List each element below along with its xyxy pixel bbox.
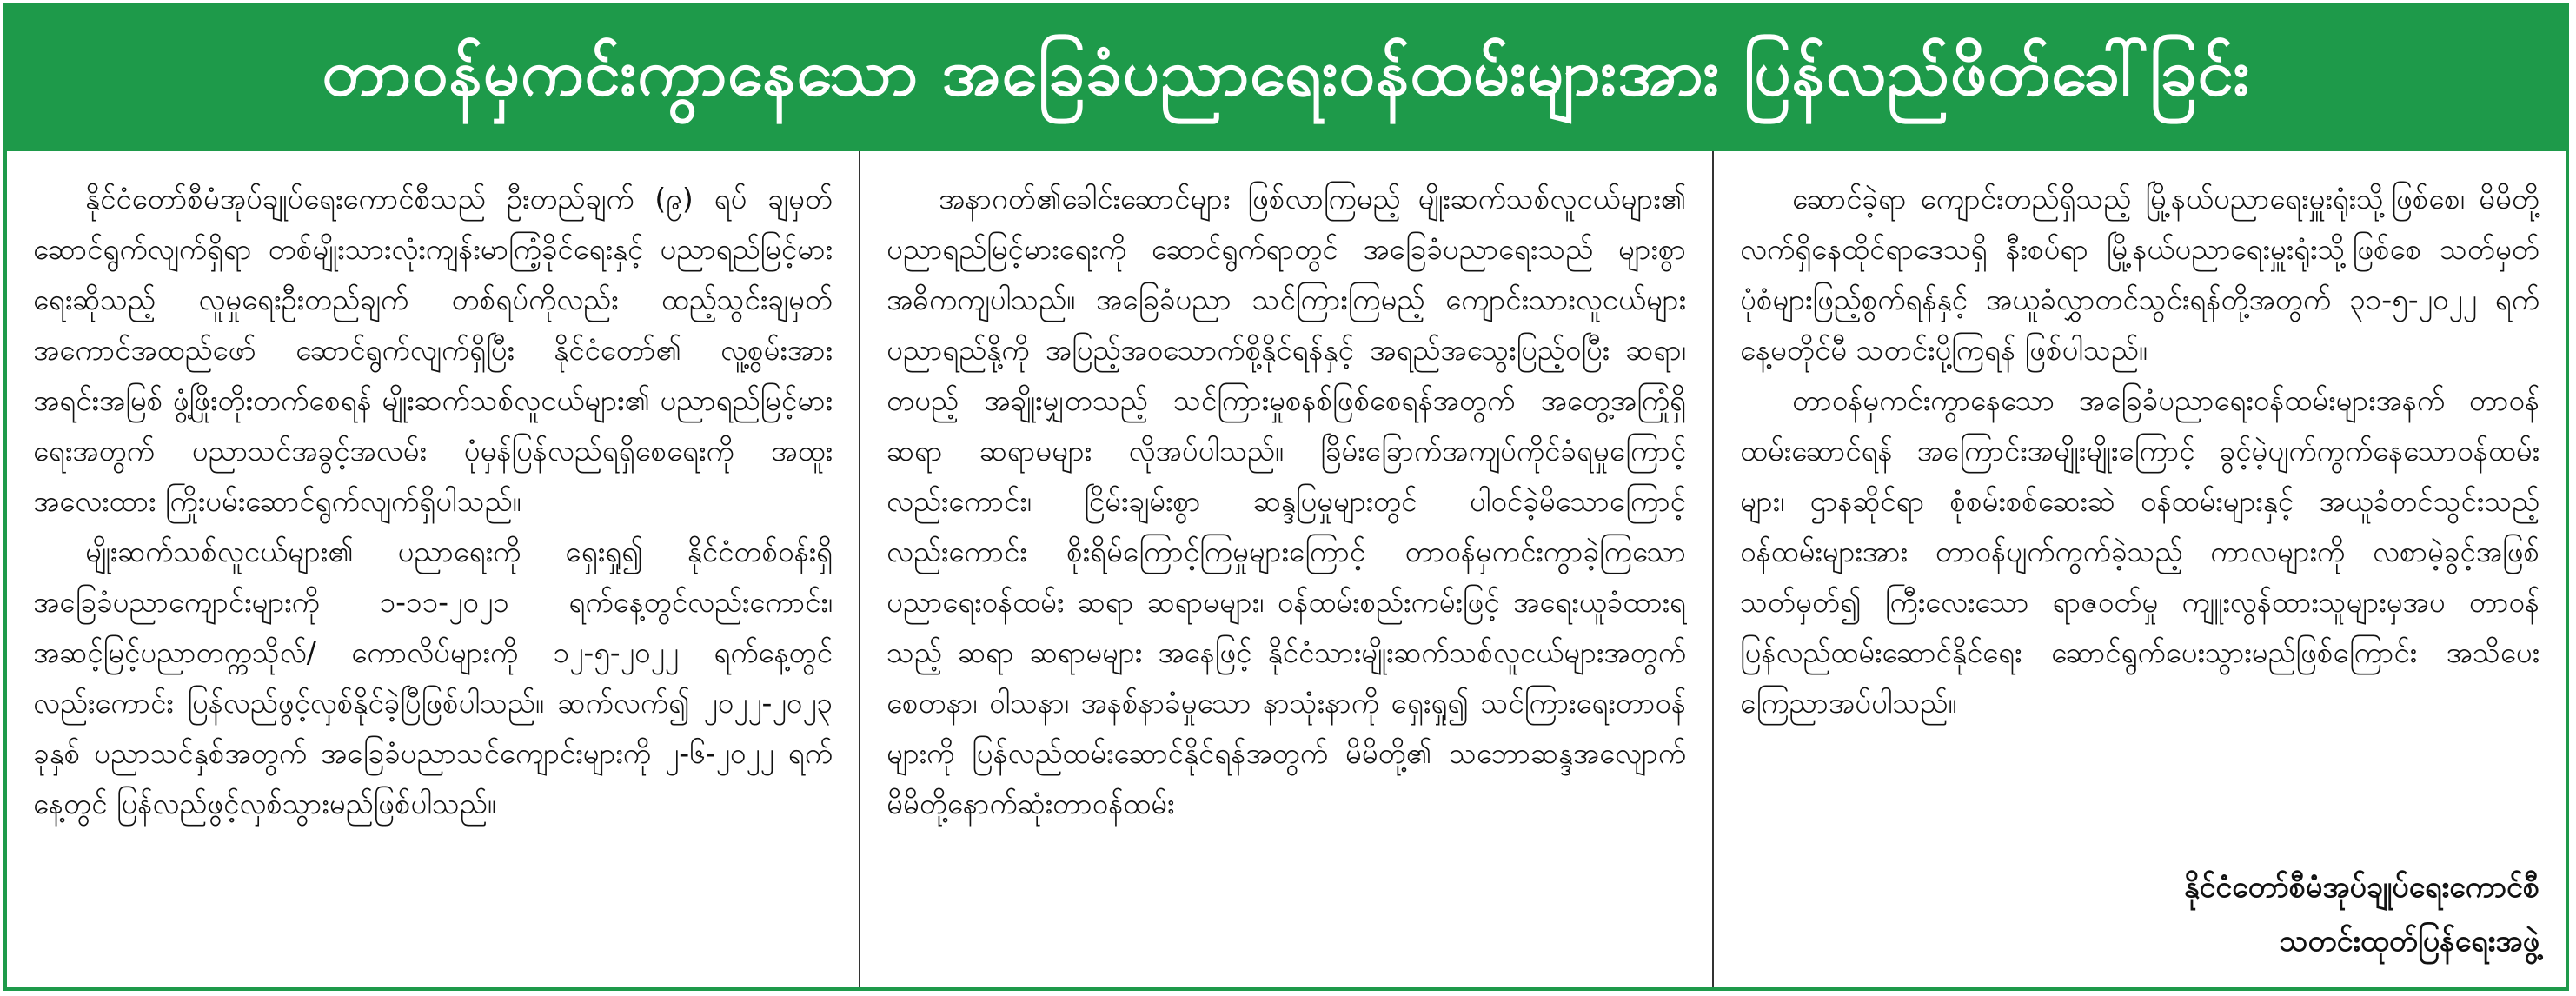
column-1-paragraph-1: နိုင်ငံတော်စီမံအုပ်ချုပ်ရေးကောင်စီသည် ဦးတည်ချက် (၉) ရပ် ချမှတ်ဆောင်ရွက်လျက်ရှိရာ တစ်မျိုးသားလုံးကျန်းမာကြံ့ခိုင်ရေးနှင့် ပညာရည်မြင့်မားရေးဆိုသည့် လူမှုရေးဦးတည်ချက် တစ်ရပ်ကိုလည်း ထည့်သွင်းချမှတ်အကောင်အထည်ဖော် ဆောင်ရွက်လျက်ရှိပြီး နိုင်ငံတော်၏ လူ့စွမ်းအားအရင်းအမြစ် ဖွံ့ဖြိုးတိုးတက်စေရန် မျိုးဆက်သစ်လူငယ်များ၏ ပညာရည်မြင့်မားရေးအတွက် ပညာသင်အခွင့်အလမ်း ပုံမှန်ပြန်လည်ရရှိစေရေးကို အထူးအလေးထား ကြိုးပမ်းဆောင်ရွက်လျက်ရှိပါသည်။ [33,182,833,518]
notice-title: တာဝန်မှကင်းကွာနေသော အခြေခံပညာရေးဝန်ထမ်းများအား ပြန်လည်ဖိတ်ခေါ်ခြင်း [322,35,2251,110]
issuer-line-2: သတင်းထုတ်ပြန်ရေးအဖွဲ့ [2279,924,2539,959]
column-3 [1712,151,2566,987]
column-2-paragraph-1: အနာဂတ်၏ခေါင်းဆောင်များ ဖြစ်လာကြမည့် မျိုးဆက်သစ်လူငယ်များ၏ ပညာရည်မြင့်မားရေးကို ဆောင်ရွက်ရာတွင် အခြေခံပညာရေးသည် များစွာအဓိကကျပါသည်။ အခြေခံပညာ သင်ကြားကြမည့် ကျောင်းသားလူငယ်များ ပညာရည်နို့ကို အပြည့်အဝသောက်စို့နိုင်ရန်နှင့် အရည်အသွေးပြည့်ဝပြီး ဆရာ၊ တပည့် အချိုးမျှတသည့် သင်ကြားမှုစနစ်ဖြစ်စေရန်အတွက် အတွေ့အကြုံရှိ ဆရာ ဆရာမများ လိုအပ်ပါသည်။ ခြိမ်းခြောက်အကျပ်ကိုင်ခံရမှုကြောင့် လည်းကောင်း၊ ငြိမ်းချမ်းစွာ ဆန္ဒပြမှုများတွင် ပါဝင်ခဲ့မိသောကြောင့်လည်းကောင်း စိုးရိမ်ကြောင့်ကြမှုများကြောင့် တာဝန်မှကင်းကွာခဲ့ကြသော ပညာရေးဝန်ထမ်း ဆရာ ဆရာမများ၊ ဝန်ထမ်းစည်းကမ်းဖြင့် အရေးယူခံထားရသည့် ဆရာ ဆရာမများ အနေဖြင့် နိုင်ငံသားမျိုးဆက်သစ်လူငယ်များအတွက် စေတနာ၊ ဝါသနာ၊ အနစ်နာခံမှုသော နာသုံးနာကို ရှေးရှု၍ သင်ကြားရေးတာဝန်များကို ပြန်လည်ထမ်းဆောင်နိုင်ရန်အတွက် မိမိတို့၏ သဘောဆန္ဒအလျောက် မိမိတို့နောက်ဆုံးတာဝန်ထမ်း [886,182,1686,820]
issuer-signature [2184,860,2539,968]
column-3-paragraph-1: ဆောင်ခဲ့ရာ ကျောင်းတည်ရှိသည့် မြို့နယ်ပညာရေးမှူးရုံးသို့ဖြစ်စေ၊ မိမိတို့လက်ရှိနေထိုင်ရာဒေသရှိ နီးစပ်ရာ မြို့နယ်ပညာရေးမှူးရုံးသို့ဖြစ်စေ သတ်မှတ်ပုံစံများဖြည့်စွက်ရန်နှင့် အယူခံလွှာတင်သွင်းရန်တို့အတွက် ၃၁-၅-၂၀၂၂ ရက်နေ့မတိုင်မီ သတင်းပို့ကြရန် ဖြစ်ပါသည်။ [1740,182,2539,367]
notice-frame [3,3,2569,991]
column-1 [7,151,859,987]
issuer-line-1: နိုင်ငံတော်စီမံအုပ်ချုပ်ရေးကောင်စီ [2183,870,2539,905]
notice-body [7,151,2566,987]
column-3-paragraph-2: တာဝန်မှကင်းကွာနေသော အခြေခံပညာရေးဝန်ထမ်းများအနက် တာဝန်ထမ်းဆောင်ရန် အကြောင်းအမျိုးမျိုးကြောင့် ခွင့်မဲ့ပျက်ကွက်နေသောဝန်ထမ်းများ၊ ဌာနဆိုင်ရာ စုံစမ်းစစ်ဆေးဆဲ ဝန်ထမ်းများနှင့် အယူခံတင်သွင်းသည့် ဝန်ထမ်းများအား တာဝန်ပျက်ကွက်ခဲ့သည့် ကာလများကို လစာမဲ့ခွင့်အဖြစ်သတ်မှတ်၍ ကြီးလေးသော ရာဇဝတ်မှု ကျူးလွန်ထားသူများမှအပ တာဝန်ပြန်လည်ထမ်းဆောင်နိုင်ရေး ဆောင်ရွက်ပေးသွားမည်ဖြစ်ကြောင်း အသိပေးကြေညာအပ်ပါသည်။ [1740,383,2539,720]
column-2 [859,151,1712,987]
column-1-paragraph-2: မျိုးဆက်သစ်လူငယ်များ၏ ပညာရေးကို ရှေးရှု၍ နိုင်ငံတစ်ဝန်းရှိ အခြေခံပညာကျောင်းများကို ၁-၁၁-၂၀၂၁ ရက်နေ့တွင်လည်းကောင်း၊ အဆင့်မြင့်ပညာတက္ကသိုလ်/ ကောလိပ်များကို ၁၂-၅-၂၀၂၂ ရက်နေ့တွင်လည်းကောင်း ပြန်လည်ဖွင့်လှစ်နိုင်ခဲ့ပြီဖြစ်ပါသည်။ ဆက်လက်၍ ၂၀၂၂-၂၀၂၃ ခုနှစ် ပညာသင်နှစ်အတွက် အခြေခံပညာသင်ကျောင်းများကို ၂-၆-၂၀၂၂ ရက်နေ့တွင် ပြန်လည်ဖွင့်လှစ်သွားမည်ဖြစ်ပါသည်။ [33,535,833,820]
notice-banner [7,7,2566,151]
